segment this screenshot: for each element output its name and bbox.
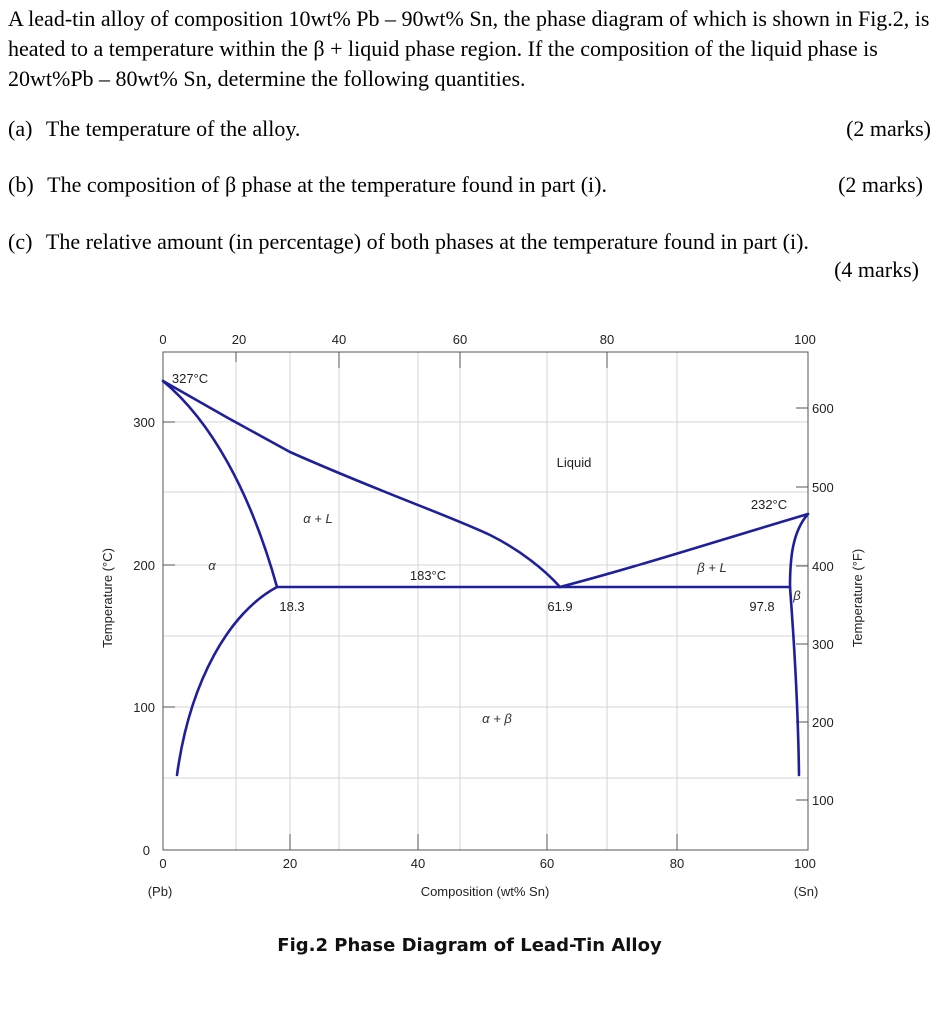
- phase-diagram: [0, 310, 939, 930]
- left-tick: 200: [133, 558, 155, 573]
- eutectic-composition-label: 61.9: [547, 599, 573, 614]
- question-part-c: [8, 229, 809, 255]
- bottom-tick: 60: [539, 856, 555, 871]
- bottom-tick: 80: [669, 856, 685, 871]
- tick-marks: [163, 352, 808, 850]
- liquid-region-label: Liquid: [556, 455, 592, 470]
- x-axis-label: Composition (wt% Sn): [420, 884, 550, 899]
- right-tick: 500: [812, 480, 834, 495]
- solvus-alpha: [177, 587, 277, 775]
- beta-region-label: β: [793, 588, 801, 603]
- part-c-marks: (4 marks): [834, 257, 919, 282]
- top-tick: 80: [599, 332, 615, 347]
- top-tick: 40: [331, 332, 347, 347]
- left-tick: 0: [142, 843, 150, 858]
- figure-caption: Fig.2 Phase Diagram of Lead-Tin Alloy: [277, 935, 662, 956]
- question-intro: A lead-tin alloy of composition 10wt% Pb – 90wt% Sn, the phase diagram of which is shown in Fig.2, is heated to a temperature within the β + liquid phase region. If the composition of the liquid phase is 20wt%Pb – 80wt% Sn, determine the following quantities.: [8, 6, 930, 91]
- part-b-text: The composition of β phase at the temperature found in part (i).: [47, 172, 607, 197]
- top-tick: 60: [452, 332, 468, 347]
- liquidus-right: [560, 514, 808, 587]
- right-tick: 600: [812, 401, 834, 416]
- eutectic-temperature-label: 183°C: [409, 568, 447, 583]
- top-axis-ticks: [159, 332, 815, 347]
- part-a-marks: (2 marks): [846, 116, 931, 141]
- pb-label: (Pb): [147, 884, 173, 899]
- top-tick: 100: [794, 332, 816, 347]
- pb-melting-point-label: 327°C: [171, 371, 209, 386]
- right-axis-ticks: [812, 401, 834, 808]
- right-tick: 200: [812, 715, 834, 730]
- solvus-beta: [790, 587, 799, 775]
- part-b-label: (b): [8, 172, 34, 197]
- alpha-max-solubility-label: 18.3: [279, 599, 305, 614]
- part-a-text: The temperature of the alloy.: [45, 116, 301, 141]
- bottom-tick: 20: [282, 856, 298, 871]
- alpha-region-label: α: [208, 558, 216, 573]
- grid: [163, 352, 808, 850]
- bottom-tick: 100: [794, 856, 816, 871]
- sn-label: (Sn): [793, 884, 819, 899]
- bottom-tick: 0: [159, 856, 167, 871]
- alpha-beta-region-label: α + β: [482, 711, 512, 726]
- liquidus-left: [163, 381, 560, 587]
- right-tick: 400: [812, 559, 834, 574]
- left-tick: 100: [133, 700, 155, 715]
- beta-max-solubility-label: 97.8: [749, 599, 775, 614]
- question-part-a: [8, 116, 300, 142]
- part-c-text: The relative amount (in percentage) of both phases at the temperature found in part (i).: [45, 229, 809, 254]
- part-a-label: (a): [8, 116, 33, 141]
- plot-frame: [163, 352, 808, 850]
- bottom-tick: 40: [410, 856, 426, 871]
- right-tick: 100: [812, 793, 834, 808]
- y-axis-label-right: Temperature (°F): [850, 548, 865, 648]
- beta-liquid-region-label: β + L: [697, 560, 727, 575]
- bottom-axis-ticks: [159, 856, 815, 871]
- right-tick: 300: [812, 637, 834, 652]
- part-c-label: (c): [8, 229, 33, 254]
- question-part-b: [8, 172, 607, 198]
- left-axis-ticks: [133, 415, 155, 858]
- solidus-alpha: [163, 381, 277, 587]
- left-tick: 300: [133, 415, 155, 430]
- top-tick: 0: [159, 332, 167, 347]
- y-axis-label-left: Temperature (°C): [100, 548, 115, 648]
- alpha-liquid-region-label: α + L: [303, 511, 333, 526]
- sn-melting-point-label: 232°C: [750, 497, 788, 512]
- solidus-beta: [790, 514, 808, 587]
- top-tick: 20: [231, 332, 247, 347]
- part-b-marks: (2 marks): [838, 172, 923, 197]
